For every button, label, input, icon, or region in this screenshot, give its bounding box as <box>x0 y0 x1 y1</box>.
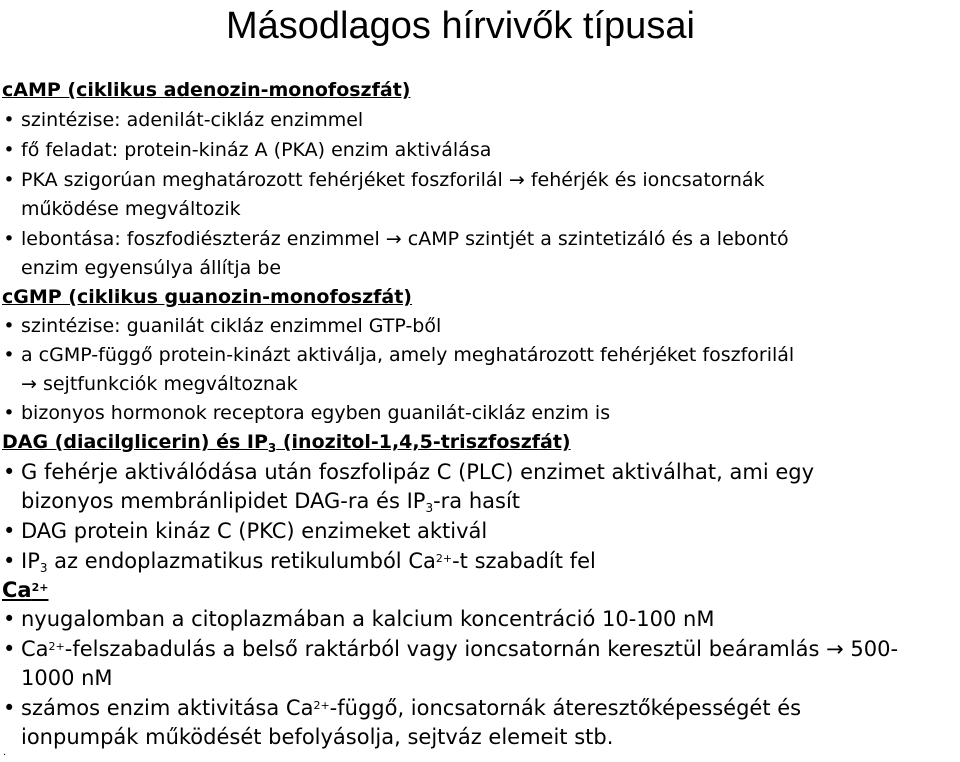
text-part: -függő, ioncsatornák áteresztőképességét és <box>329 696 802 720</box>
text-part: sejtfunkciók megváltoznak <box>36 373 298 395</box>
subscript: 3 <box>425 501 434 515</box>
heading-text: cGMP (ciklikus guanozin-monofoszfát) <box>2 286 412 308</box>
list-item-text <box>21 372 298 396</box>
arrow-icon: → <box>21 373 37 395</box>
text-part: az endoplazmatikus retikulumból Ca <box>47 549 436 573</box>
text-part: 500- <box>843 637 899 661</box>
list-item-text: fő feladat: protein-kináz A (PKA) enzim aktiválása <box>21 139 492 161</box>
list-item-text <box>21 549 596 573</box>
text-part: számos enzim aktivitása Ca <box>21 696 314 720</box>
bullet: • <box>3 637 16 661</box>
text-part: (inozitol-1,4,5-triszfoszfát) <box>276 431 571 453</box>
text-part: lebontása: foszfodiészteráz enzimmel <box>21 228 386 250</box>
arrow-icon: → <box>826 637 844 661</box>
bullet: • <box>3 549 16 573</box>
bullet: • <box>3 519 16 543</box>
list-item-text: bizonyos hormonok receptora egyben guanilát-cikláz enzim is <box>21 402 611 424</box>
bullet: • <box>3 402 15 424</box>
list-item-text <box>21 168 765 192</box>
bullet: • <box>3 228 15 250</box>
superscript: 2+ <box>435 552 453 565</box>
bullet: • <box>3 315 15 337</box>
text-part: bizonyos membránlipidet DAG-ra és IP <box>21 489 426 513</box>
text-part: cAMP szintjét a szintetizáló és a lebontó <box>401 228 789 250</box>
heading-text <box>2 578 48 602</box>
superscript: 2+ <box>313 699 330 712</box>
bullet: • <box>3 460 16 484</box>
bullet: • <box>3 169 15 191</box>
text-part: -ra hasít <box>433 489 521 513</box>
subscript: 3 <box>39 561 48 575</box>
list-item-text <box>21 489 520 513</box>
arrow-icon: → <box>385 228 402 250</box>
superscript: 2+ <box>31 581 49 594</box>
bullet: • <box>3 344 15 366</box>
list-item-text: ionpumpák működését befolyásolja, sejtváz elemeit stb. <box>21 725 614 749</box>
bullet: • <box>3 607 16 631</box>
arrow-icon: → <box>508 169 525 191</box>
list-item-text: DAG protein kináz C (PKC) enzimeket aktivál <box>21 519 488 543</box>
text-part: DAG (diacilglicerin) és IP <box>2 431 268 453</box>
text-part: fehérjék és ioncsatornák <box>524 169 765 191</box>
list-item-text <box>21 227 789 251</box>
heading-text <box>2 430 571 454</box>
list-item-text: enzim egyensúlya állítja be <box>21 257 282 279</box>
list-item-text: 1000 nM <box>21 666 113 690</box>
list-item-text: G fehérje aktiválódása után foszfolipáz C (PLC) enzimet aktiválhat, ami egy <box>21 460 815 484</box>
list-item-text <box>21 696 801 720</box>
footer-mark: . <box>3 747 7 758</box>
list-item-text: nyugalomban a citoplazmában a kalcium koncentráció 10-100 nM <box>21 607 715 631</box>
subscript: 3 <box>267 441 277 455</box>
text-part: Ca <box>21 637 49 661</box>
bullet: • <box>3 139 15 161</box>
text-part: -felszabadulás a belső raktárból vagy ioncsatornán keresztül beáramlás <box>64 637 827 661</box>
bullet: • <box>3 696 16 720</box>
text-part: Ca <box>2 578 32 602</box>
heading-text: cAMP (ciklikus adenozin-monofoszfát) <box>2 79 411 101</box>
list-item-text: működése megváltozik <box>21 198 241 220</box>
superscript: 2+ <box>48 640 65 653</box>
text-part: PKA szigorúan meghatározott fehérjéket foszforilál <box>21 169 509 191</box>
page-title: Másodlagos hírvivők típusai <box>226 5 695 47</box>
bullet: • <box>3 109 15 131</box>
text-part: -t szabadít fel <box>452 549 596 573</box>
list-item-text: a cGMP-függő protein-kinázt aktiválja, amely meghatározott fehérjéket foszforilál <box>21 344 795 366</box>
list-item-text <box>21 637 898 661</box>
list-item-text: szintézise: adenilát-cikláz enzimmel <box>21 109 364 131</box>
text-part: IP <box>21 549 40 573</box>
list-item-text: szintézise: guanilát cikláz enzimmel GTP-ből <box>21 315 442 337</box>
